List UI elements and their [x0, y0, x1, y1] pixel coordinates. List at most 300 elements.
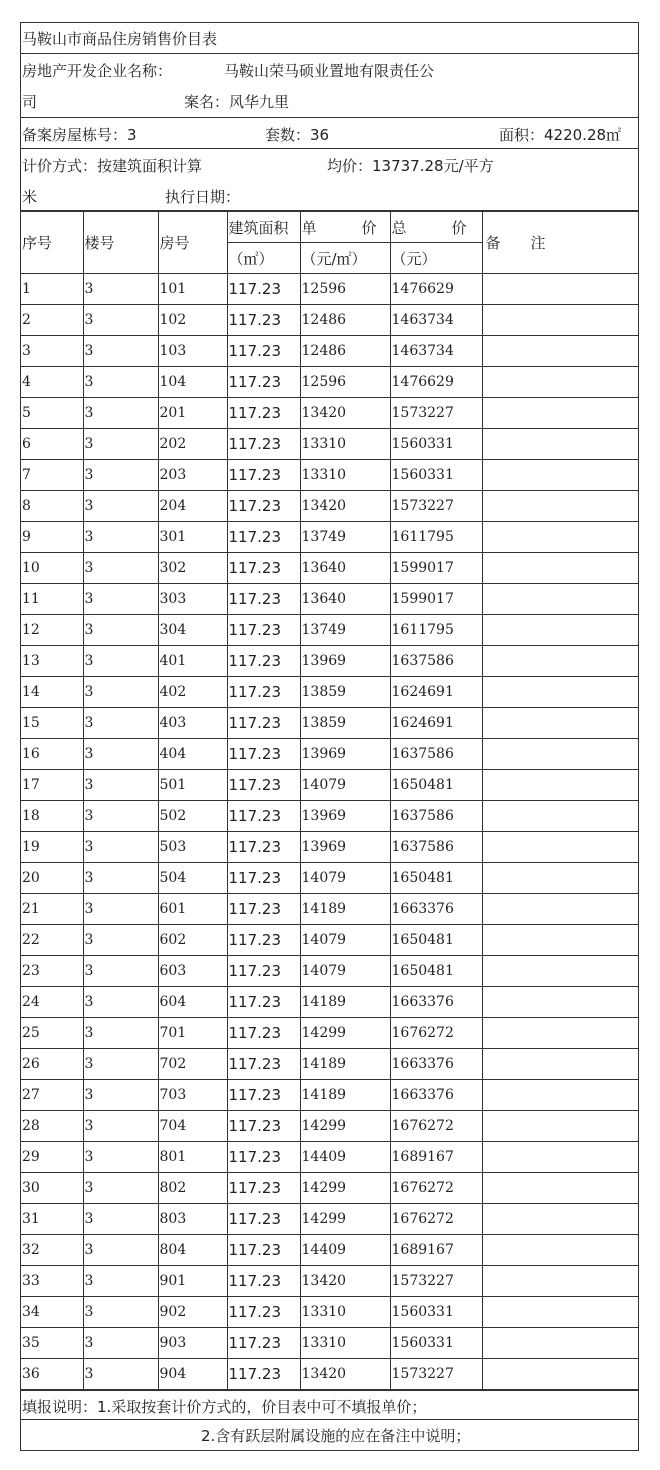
cell-total-price: 1637586: [390, 739, 482, 770]
cell-remark: [482, 429, 638, 460]
cell-seq: 9: [21, 522, 83, 553]
cell-total-price: 1676272: [390, 1204, 482, 1235]
cell-room: 603: [158, 956, 227, 987]
cell-total-price: 1676272: [390, 1018, 482, 1049]
cell-seq: 12: [21, 615, 83, 646]
cell-room: 501: [158, 770, 227, 801]
cell-total-price: 1663376: [390, 987, 482, 1018]
cell-total-price: 1476629: [390, 367, 482, 398]
cell-unit-price: 13640: [300, 584, 390, 615]
cell-total-price: 1476629: [390, 274, 482, 305]
cell-area: 117.23: [227, 1018, 300, 1049]
cell-area: 117.23: [227, 739, 300, 770]
cell-building: 3: [83, 801, 158, 832]
cell-seq: 35: [21, 1328, 83, 1359]
header-area-unit: （㎡）: [227, 243, 300, 274]
cell-building: 3: [83, 1359, 158, 1390]
header-unit-price: 单 价: [300, 212, 390, 243]
cell-building: 3: [83, 987, 158, 1018]
table-row: [21, 1018, 638, 1049]
table-row: [21, 925, 638, 956]
note-row-1: [21, 1390, 638, 1420]
cell-area: 117.23: [227, 770, 300, 801]
cell-seq: 1: [21, 274, 83, 305]
cell-remark: [482, 708, 638, 739]
cell-room: 104: [158, 367, 227, 398]
cell-area: 117.23: [227, 801, 300, 832]
cell-unit-price: 13420: [300, 1266, 390, 1297]
filing-units: 套数：36: [265, 126, 330, 144]
table-row: [21, 522, 638, 553]
cell-building: 3: [83, 398, 158, 429]
table-row: [21, 677, 638, 708]
cell-room: 701: [158, 1018, 227, 1049]
table-row: [21, 801, 638, 832]
note-2: 2.含有跃层附属设施的应在备注中说明；: [201, 1427, 471, 1445]
cell-remark: [482, 1018, 638, 1049]
cell-room: 504: [158, 863, 227, 894]
cell-building: 3: [83, 894, 158, 925]
table-row: [21, 1328, 638, 1359]
cell-total-price: 1676272: [390, 1173, 482, 1204]
cell-room: 803: [158, 1204, 227, 1235]
cell-area: 117.23: [227, 1359, 300, 1390]
cell-remark: [482, 1359, 638, 1390]
table-row: [21, 1142, 638, 1173]
average-price-unit-wrap: 米: [22, 188, 38, 206]
cell-seq: 6: [21, 429, 83, 460]
cell-unit-price: 13969: [300, 646, 390, 677]
cell-room: 403: [158, 708, 227, 739]
table-row: [21, 429, 638, 460]
table-row: [21, 1111, 638, 1142]
cell-total-price: 1599017: [390, 584, 482, 615]
cell-area: 117.23: [227, 1235, 300, 1266]
table-row: [21, 739, 638, 770]
cell-remark: [482, 646, 638, 677]
cell-unit-price: 13640: [300, 553, 390, 584]
cell-total-price: 1650481: [390, 925, 482, 956]
cell-remark: [482, 987, 638, 1018]
cell-total-price: 1611795: [390, 522, 482, 553]
cell-total-price: 1463734: [390, 305, 482, 336]
cell-area: 117.23: [227, 1204, 300, 1235]
cell-remark: [482, 925, 638, 956]
cell-total-price: 1573227: [390, 1359, 482, 1390]
cell-remark: [482, 1204, 638, 1235]
cell-room: 801: [158, 1142, 227, 1173]
header-total-price: 总 价: [390, 212, 482, 243]
cell-remark: [482, 770, 638, 801]
cell-room: 901: [158, 1266, 227, 1297]
cell-remark: [482, 274, 638, 305]
cell-room: 904: [158, 1359, 227, 1390]
title-row: [21, 23, 638, 54]
cell-unit-price: 14409: [300, 1142, 390, 1173]
cell-unit-price: 14189: [300, 894, 390, 925]
cell-room: 703: [158, 1080, 227, 1111]
cell-remark: [482, 1266, 638, 1297]
cell-room: 303: [158, 584, 227, 615]
cell-area: 117.23: [227, 584, 300, 615]
cell-area: 117.23: [227, 553, 300, 584]
cell-room: 203: [158, 460, 227, 491]
cell-remark: [482, 367, 638, 398]
table-row: [21, 1173, 638, 1204]
cell-unit-price: 14189: [300, 1080, 390, 1111]
cell-area: 117.23: [227, 925, 300, 956]
table-row: [21, 987, 638, 1018]
cell-area: 117.23: [227, 1328, 300, 1359]
cell-room: 202: [158, 429, 227, 460]
cell-unit-price: 14079: [300, 863, 390, 894]
cell-building: 3: [83, 1142, 158, 1173]
cell-building: 3: [83, 460, 158, 491]
cell-seq: 2: [21, 305, 83, 336]
table-row: [21, 956, 638, 987]
cell-seq: 11: [21, 584, 83, 615]
table-row: [21, 832, 638, 863]
sheet-title: 马鞍山市商品住房销售价目表: [22, 30, 218, 48]
cell-area: 117.23: [227, 522, 300, 553]
cell-building: 3: [83, 367, 158, 398]
price-table: [21, 211, 638, 1390]
pricing-row: [21, 149, 638, 211]
cell-room: 401: [158, 646, 227, 677]
cell-seq: 32: [21, 1235, 83, 1266]
cell-building: 3: [83, 553, 158, 584]
cell-area: 117.23: [227, 956, 300, 987]
cell-area: 117.23: [227, 832, 300, 863]
filing-area: 面积：4220.28㎡: [499, 126, 622, 144]
header-seq: 序号: [21, 212, 83, 274]
developer-label: 房地产开发企业名称：: [22, 62, 173, 80]
pricing-method: 计价方式：按建筑面积计算: [22, 157, 203, 175]
cell-building: 3: [83, 770, 158, 801]
cell-total-price: 1689167: [390, 1142, 482, 1173]
table-row: [21, 1266, 638, 1297]
cell-building: 3: [83, 708, 158, 739]
cell-area: 117.23: [227, 1142, 300, 1173]
cell-unit-price: 14189: [300, 987, 390, 1018]
cell-area: 117.23: [227, 336, 300, 367]
cell-building: 3: [83, 956, 158, 987]
cell-room: 702: [158, 1049, 227, 1080]
header-total-price-unit: （元）: [390, 243, 482, 274]
cell-remark: [482, 801, 638, 832]
table-row: [21, 770, 638, 801]
cell-unit-price: 13420: [300, 398, 390, 429]
cell-remark: [482, 336, 638, 367]
cell-unit-price: 13420: [300, 1359, 390, 1390]
cell-total-price: 1663376: [390, 894, 482, 925]
cell-total-price: 1624691: [390, 677, 482, 708]
cell-area: 117.23: [227, 1266, 300, 1297]
table-row: [21, 1235, 638, 1266]
execution-date: 执行日期：: [165, 188, 241, 206]
cell-seq: 28: [21, 1111, 83, 1142]
cell-unit-price: 14299: [300, 1173, 390, 1204]
cell-building: 3: [83, 522, 158, 553]
table-row: [21, 398, 638, 429]
cell-room: 402: [158, 677, 227, 708]
cell-unit-price: 12486: [300, 336, 390, 367]
cell-unit-price: 14079: [300, 956, 390, 987]
cell-remark: [482, 305, 638, 336]
cell-total-price: 1624691: [390, 708, 482, 739]
cell-remark: [482, 1142, 638, 1173]
cell-remark: [482, 460, 638, 491]
table-row: [21, 1204, 638, 1235]
header-room: 房号: [158, 212, 227, 274]
table-row: [21, 1080, 638, 1111]
cell-total-price: 1650481: [390, 770, 482, 801]
cell-seq: 19: [21, 832, 83, 863]
cell-area: 117.23: [227, 987, 300, 1018]
cell-total-price: 1573227: [390, 1266, 482, 1297]
cell-total-price: 1560331: [390, 429, 482, 460]
cell-remark: [482, 1297, 638, 1328]
table-row: [21, 460, 638, 491]
cell-seq: 4: [21, 367, 83, 398]
cell-seq: 16: [21, 739, 83, 770]
cell-room: 502: [158, 801, 227, 832]
table-row: [21, 1359, 638, 1390]
cell-area: 117.23: [227, 460, 300, 491]
cell-unit-price: 14189: [300, 1049, 390, 1080]
table-row: [21, 1297, 638, 1328]
cell-seq: 15: [21, 708, 83, 739]
cell-unit-price: 13859: [300, 677, 390, 708]
cell-room: 302: [158, 553, 227, 584]
cell-unit-price: 14079: [300, 925, 390, 956]
cell-room: 503: [158, 832, 227, 863]
cell-room: 301: [158, 522, 227, 553]
cell-total-price: 1573227: [390, 398, 482, 429]
cell-remark: [482, 1080, 638, 1111]
cell-unit-price: 13420: [300, 491, 390, 522]
cell-seq: 5: [21, 398, 83, 429]
cell-seq: 34: [21, 1297, 83, 1328]
cell-total-price: 1599017: [390, 553, 482, 584]
cell-area: 117.23: [227, 863, 300, 894]
cell-seq: 10: [21, 553, 83, 584]
cell-total-price: 1676272: [390, 1111, 482, 1142]
cell-seq: 20: [21, 863, 83, 894]
cell-remark: [482, 615, 638, 646]
cell-building: 3: [83, 1173, 158, 1204]
cell-seq: 22: [21, 925, 83, 956]
cell-remark: [482, 1328, 638, 1359]
cell-remark: [482, 398, 638, 429]
cell-building: 3: [83, 1018, 158, 1049]
cell-room: 604: [158, 987, 227, 1018]
cell-area: 117.23: [227, 491, 300, 522]
cell-unit-price: 14409: [300, 1235, 390, 1266]
developer-name-wrap: 司: [22, 93, 38, 111]
cell-seq: 29: [21, 1142, 83, 1173]
cell-building: 3: [83, 1080, 158, 1111]
cell-area: 117.23: [227, 1049, 300, 1080]
table-row: [21, 646, 638, 677]
cell-area: 117.23: [227, 1173, 300, 1204]
cell-unit-price: 13969: [300, 801, 390, 832]
cell-unit-price: 12486: [300, 305, 390, 336]
header-unit-price-unit: （元/㎡）: [300, 243, 390, 274]
cell-area: 117.23: [227, 708, 300, 739]
cell-room: 404: [158, 739, 227, 770]
average-price: 均价：13737.28元/平方: [327, 157, 494, 175]
cell-building: 3: [83, 305, 158, 336]
cell-remark: [482, 832, 638, 863]
cell-room: 201: [158, 398, 227, 429]
cell-building: 3: [83, 1328, 158, 1359]
header-area: 建筑面积: [227, 212, 300, 243]
cell-remark: [482, 677, 638, 708]
table-row: [21, 553, 638, 584]
cell-area: 117.23: [227, 1297, 300, 1328]
cell-total-price: 1560331: [390, 1297, 482, 1328]
cell-total-price: 1573227: [390, 491, 482, 522]
cell-seq: 33: [21, 1266, 83, 1297]
cell-total-price: 1650481: [390, 863, 482, 894]
cell-room: 903: [158, 1328, 227, 1359]
cell-area: 117.23: [227, 1080, 300, 1111]
cell-remark: [482, 553, 638, 584]
cell-building: 3: [83, 336, 158, 367]
table-row: [21, 584, 638, 615]
cell-remark: [482, 491, 638, 522]
cell-building: 3: [83, 646, 158, 677]
cell-unit-price: 13969: [300, 739, 390, 770]
cell-area: 117.23: [227, 646, 300, 677]
cell-area: 117.23: [227, 305, 300, 336]
cell-remark: [482, 522, 638, 553]
cell-seq: 26: [21, 1049, 83, 1080]
cell-total-price: 1611795: [390, 615, 482, 646]
cell-area: 117.23: [227, 1111, 300, 1142]
cell-room: 802: [158, 1173, 227, 1204]
table-row: [21, 336, 638, 367]
cell-unit-price: 12596: [300, 274, 390, 305]
cell-building: 3: [83, 863, 158, 894]
cell-unit-price: 13310: [300, 1297, 390, 1328]
cell-remark: [482, 1049, 638, 1080]
cell-seq: 30: [21, 1173, 83, 1204]
cell-building: 3: [83, 832, 158, 863]
cell-building: 3: [83, 739, 158, 770]
cell-building: 3: [83, 1297, 158, 1328]
price-list-sheet: [20, 22, 639, 1451]
cell-total-price: 1650481: [390, 956, 482, 987]
cell-unit-price: 12596: [300, 367, 390, 398]
cell-unit-price: 14079: [300, 770, 390, 801]
cell-total-price: 1663376: [390, 1049, 482, 1080]
cell-seq: 18: [21, 801, 83, 832]
cell-seq: 36: [21, 1359, 83, 1390]
cell-seq: 31: [21, 1204, 83, 1235]
cell-room: 304: [158, 615, 227, 646]
cell-seq: 14: [21, 677, 83, 708]
cell-total-price: 1560331: [390, 1328, 482, 1359]
cell-unit-price: 13310: [300, 460, 390, 491]
project-name: 案名：风华九里: [184, 93, 290, 111]
cell-unit-price: 14299: [300, 1204, 390, 1235]
cell-room: 804: [158, 1235, 227, 1266]
cell-remark: [482, 584, 638, 615]
header-building: 楼号: [83, 212, 158, 274]
table-row: [21, 367, 638, 398]
cell-unit-price: 13969: [300, 832, 390, 863]
cell-remark: [482, 894, 638, 925]
cell-total-price: 1637586: [390, 646, 482, 677]
cell-room: 103: [158, 336, 227, 367]
developer-row: [21, 54, 638, 118]
cell-area: 117.23: [227, 274, 300, 305]
cell-building: 3: [83, 1266, 158, 1297]
cell-building: 3: [83, 1235, 158, 1266]
cell-seq: 13: [21, 646, 83, 677]
cell-seq: 3: [21, 336, 83, 367]
cell-room: 704: [158, 1111, 227, 1142]
cell-building: 3: [83, 584, 158, 615]
cell-building: 3: [83, 615, 158, 646]
cell-area: 117.23: [227, 429, 300, 460]
table-row: [21, 305, 638, 336]
cell-seq: 25: [21, 1018, 83, 1049]
cell-unit-price: 13749: [300, 522, 390, 553]
cell-area: 117.23: [227, 398, 300, 429]
cell-seq: 8: [21, 491, 83, 522]
table-row: [21, 1049, 638, 1080]
cell-total-price: 1663376: [390, 1080, 482, 1111]
cell-total-price: 1463734: [390, 336, 482, 367]
cell-seq: 7: [21, 460, 83, 491]
cell-unit-price: 14299: [300, 1111, 390, 1142]
cell-area: 117.23: [227, 894, 300, 925]
cell-remark: [482, 956, 638, 987]
table-row: [21, 708, 638, 739]
cell-unit-price: 13859: [300, 708, 390, 739]
cell-room: 204: [158, 491, 227, 522]
cell-area: 117.23: [227, 677, 300, 708]
note-1: 填报说明：1.采取按套计价方式的，价目表中可不填报单价；: [22, 1398, 427, 1416]
cell-total-price: 1637586: [390, 801, 482, 832]
header-remark: 备 注: [482, 212, 638, 274]
table-row: [21, 894, 638, 925]
cell-seq: 21: [21, 894, 83, 925]
table-row: [21, 615, 638, 646]
cell-building: 3: [83, 491, 158, 522]
cell-unit-price: 13310: [300, 1328, 390, 1359]
cell-area: 117.23: [227, 367, 300, 398]
cell-building: 3: [83, 925, 158, 956]
cell-total-price: 1689167: [390, 1235, 482, 1266]
cell-seq: 27: [21, 1080, 83, 1111]
cell-room: 101: [158, 274, 227, 305]
cell-remark: [482, 739, 638, 770]
cell-room: 602: [158, 925, 227, 956]
cell-remark: [482, 1173, 638, 1204]
cell-unit-price: 13749: [300, 615, 390, 646]
cell-unit-price: 14299: [300, 1018, 390, 1049]
cell-seq: 24: [21, 987, 83, 1018]
cell-building: 3: [83, 677, 158, 708]
table-header-row: [21, 212, 638, 243]
table-row: [21, 863, 638, 894]
note-row-2: [21, 1420, 638, 1450]
filing-row: [21, 118, 638, 149]
